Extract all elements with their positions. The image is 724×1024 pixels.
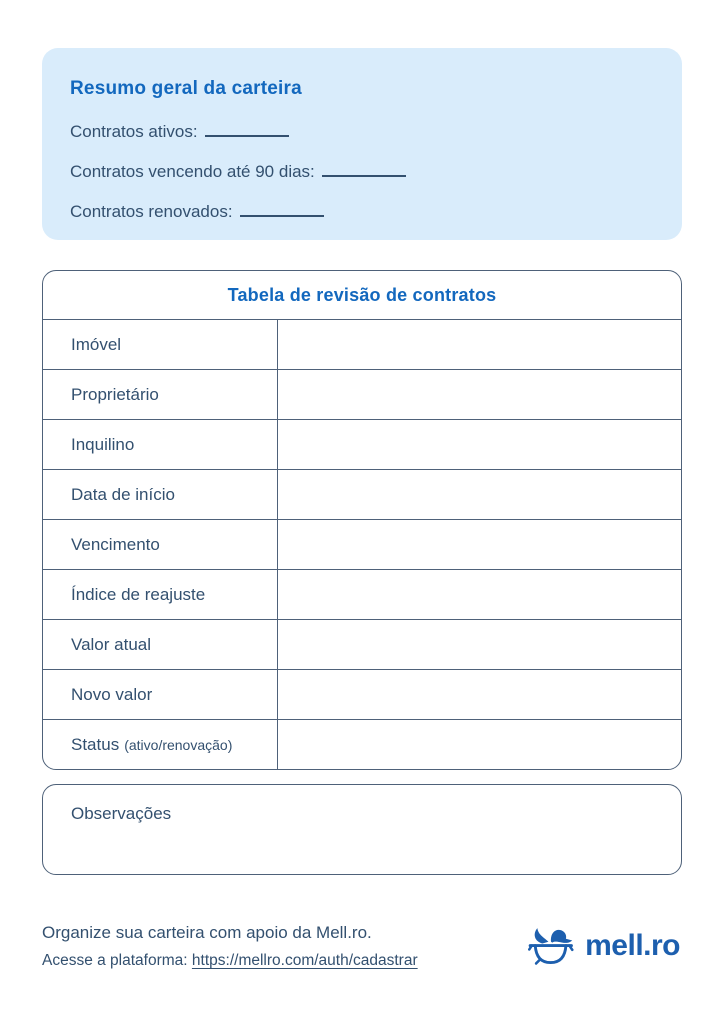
notes-label: Observações [71, 804, 172, 823]
table-row [43, 669, 681, 719]
row-value-cell [278, 320, 681, 369]
row-label-text: Imóvel [71, 334, 122, 354]
summary-field-active-contracts [70, 120, 654, 143]
mellro-logo-icon [528, 925, 574, 967]
row-label-text: Valor atual [71, 634, 152, 654]
row-label-text: Status [71, 734, 120, 754]
field-label: Contratos renovados: [70, 202, 233, 221]
table-row [43, 319, 681, 369]
field-label: Contratos vencendo até 90 dias: [70, 162, 315, 181]
fill-blank-line [205, 123, 289, 137]
row-label-vencimento [43, 520, 278, 569]
footer-cta [42, 950, 418, 971]
row-label-text: Inquilino [71, 434, 135, 454]
summary-field-renewed-contracts [70, 200, 654, 223]
row-label-indice-reajuste [43, 570, 278, 619]
row-label-text: Índice de reajuste [71, 584, 206, 604]
row-label-status [43, 720, 278, 769]
row-value-cell [278, 670, 681, 719]
row-label-hint: (ativo/renovação) [124, 736, 233, 753]
table-row [43, 719, 681, 769]
table-row [43, 519, 681, 569]
field-label: Contratos ativos: [70, 122, 198, 141]
table-row [43, 369, 681, 419]
fill-blank-line [240, 203, 324, 217]
row-label-valor-atual [43, 620, 278, 669]
footer-cta-label: Acesse a plataforma: [42, 952, 188, 969]
footer [42, 921, 682, 971]
footer-tagline: Organize sua carteira com apoio da Mell.ro. [42, 923, 372, 942]
row-label-proprietario [43, 370, 278, 419]
table-row [43, 419, 681, 469]
row-value-cell [278, 520, 681, 569]
row-label-inquilino [43, 420, 278, 469]
row-label-text: Proprietário [71, 384, 159, 404]
table-row [43, 569, 681, 619]
mellro-logo-text: mell.ro [585, 929, 680, 962]
row-value-cell [278, 570, 681, 619]
notes-box [42, 784, 682, 875]
row-value-cell [278, 720, 681, 769]
mellro-logo [528, 925, 680, 967]
row-label-text: Data de início [71, 484, 175, 504]
contracts-review-table [42, 270, 682, 770]
table-title: Tabela de revisão de contratos [227, 284, 497, 305]
row-value-cell [278, 620, 681, 669]
summary-panel [42, 48, 682, 240]
row-value-cell [278, 470, 681, 519]
fill-blank-line [322, 163, 406, 177]
table-row [43, 619, 681, 669]
footer-text-block [42, 921, 418, 971]
row-label-data-inicio [43, 470, 278, 519]
row-value-cell [278, 420, 681, 469]
summary-field-expiring-contracts [70, 160, 654, 183]
signup-link[interactable]: https://mellro.com/auth/cadastrar [191, 952, 418, 969]
row-label-imovel [43, 320, 278, 369]
row-label-novo-valor [43, 670, 278, 719]
row-value-cell [278, 370, 681, 419]
row-label-text: Vencimento [71, 534, 160, 554]
row-label-text: Novo valor [71, 684, 153, 704]
summary-title: Resumo geral da carteira [70, 78, 302, 99]
table-row [43, 469, 681, 519]
